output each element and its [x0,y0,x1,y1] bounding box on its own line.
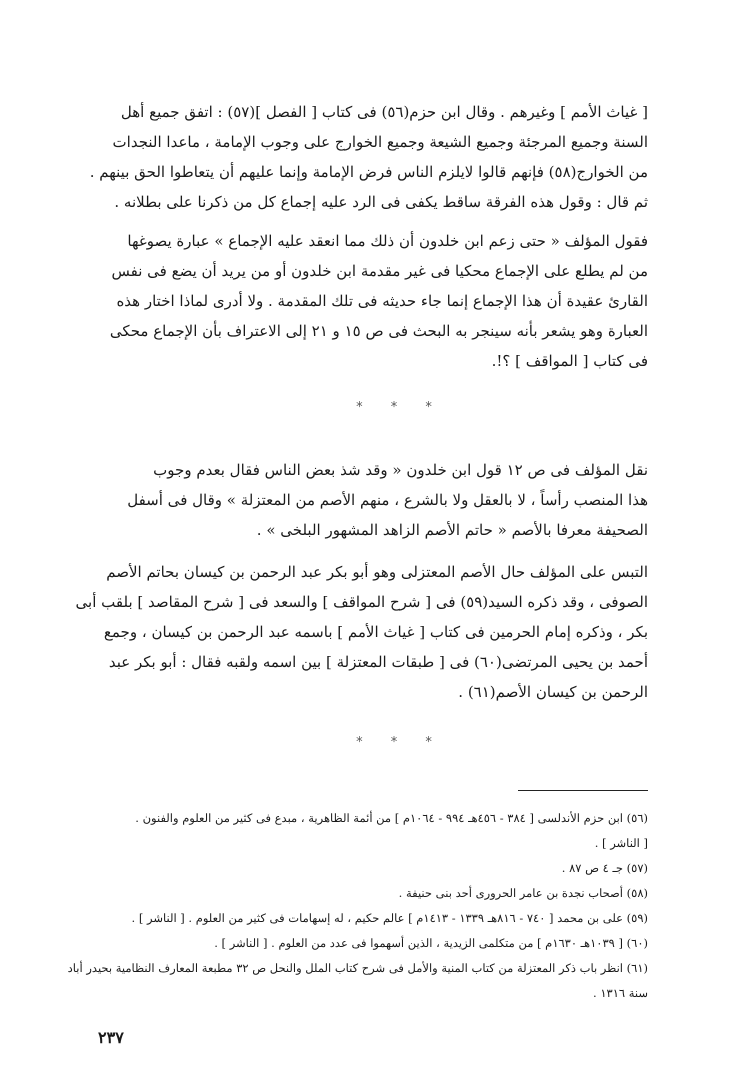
text-line: من لم يطلع على الإجماع محكيا فى غير مقدمة ابن خلدون أو من يريد أن يضع فى نفس [111,262,648,280]
text-line: ثم قال : وقول هذه الفرقة ساقط يكفى فى الرد عليه إجماع كل من ذكرنا على بطلانه . [114,193,648,211]
text-line: نقل المؤلف فى ص ١٢ قول ابن خلدون « وقد شذ بعض الناس فقال بعدم وجوب [153,461,648,479]
paragraph-1 [89,97,648,217]
paragraph-3 [98,455,648,545]
text-line: هذا المنصب رأساً ، لا بالعقل ولا بالشرع ، منهم الأصم من المعتزلة » وقال فى أسفل [127,491,648,509]
text-line: التبس على المؤلف حال الأصم المعتزلى وهو أبو بكر عبد الرحمن بن كيسان بحاتم الأصم [106,563,648,581]
text-line: القارئ عقيدة أن هذا الإجماع إنما جاء حديثه فى تلك المقدمة . ولا أدرى لماذا اختار هذه [116,292,648,310]
text-line: العبارة وهو يشعر بأنه سينجر به البحث فى ص ١٥ و ٢١ إلى الاعتراف بأن الإجماع محكى [109,322,648,340]
paragraph-4 [75,557,648,707]
paragraph-2 [98,226,648,376]
page-number: ٢٣٧ [98,1028,124,1047]
footnote-59: (٥٩) على بن محمد [ ٧٤٠ - ٨١٦هـ ١٣٣٩ - ١٤١٣م ] عالم حكيم ، له إسهامات فى كثير من العلوم . [ الناشر ] . [131,911,648,925]
footnote-57: (٥٧) جـ ٤ ص ٨٧ . [561,861,648,875]
footnote-61: (٦١) انظر باب ذكر المعتزلة من كتاب المنية والأمل فى شرح كتاب الملل والنحل ص ٣٢ مطبعة المعارف النظامية بحيدر أباد [67,961,648,975]
text-line: السنة وجميع المرجئة وجميع الشيعة وجميع الخوارج على وجوب الإمامة ، ماعدا النجدات [112,133,648,151]
footnote-58: (٥٨) أصحاب نجدة بن عامر الحرورى أحد بنى حنيفة . [398,886,648,900]
text-line: فى كتاب [ المواقف ] ؟!. [491,352,648,370]
section-separator: * * * [356,735,444,750]
footnote-rule [518,790,648,791]
footnotes [67,806,648,1006]
text-line: أحمد بن يحيى المرتضى(٦٠) فى [ طبقات المعتزلة ] بين اسمه ولقبه فقال : أبو بكر عبد [108,653,648,671]
footnote-56-continued: [ الناشر ] . [594,836,648,850]
text-line: الصحيفة معرفا بالأصم « حاتم الأصم الزاهد المشهور البلخى » . [256,521,648,539]
section-separator: * * * [356,400,444,415]
text-line: الصوفى ، وقد ذكره السيد(٥٩) فى [ شرح المواقف ] والسعد فى [ شرح المقاصد ] بلقب أبى [75,593,648,611]
footnote-56: (٥٦) ابن حزم الأندلسى [ ٣٨٤ - ٤٥٦هـ ٩٩٤ - ١٠٦٤م ] من أئمة الظاهرية ، مبدع فى كثير من العلوم والفنون . [135,811,648,825]
footnote-60: (٦٠) [ ١٠٣٩هـ ١٦٣٠م ] من متكلمى الزيدية ، الذين أسهموا فى عدد من العلوم . [ الناشر ] . [214,936,648,950]
text-line: [ غياث الأمم ] وغيرهم . وقال ابن حزم(٥٦) فى كتاب [ الفصل ](٥٧) : اتفق جميع أهل [120,103,648,121]
text-line: بكر ، وذكره إمام الحرمين فى كتاب [ غياث الأمم ] باسمه عبد الرحمن بن كيسان ، وجمع [103,623,648,641]
text-line: فقول المؤلف « حتى زعم ابن خلدون أن ذلك مما انعقد عليه الإجماع » عبارة يصوغها [127,232,648,250]
footnote-61-continued: سنة ١٣١٦ . [593,986,648,1000]
text-line: من الخوارج(٥٨) فإنهم قالوا لايلزم الناس فرض الإمامة وإنما عليهم أن يتعاطوا الحق بينهم . [89,163,648,181]
text-line: الرحمن بن كيسان الأصم(٦١) . [458,683,648,701]
